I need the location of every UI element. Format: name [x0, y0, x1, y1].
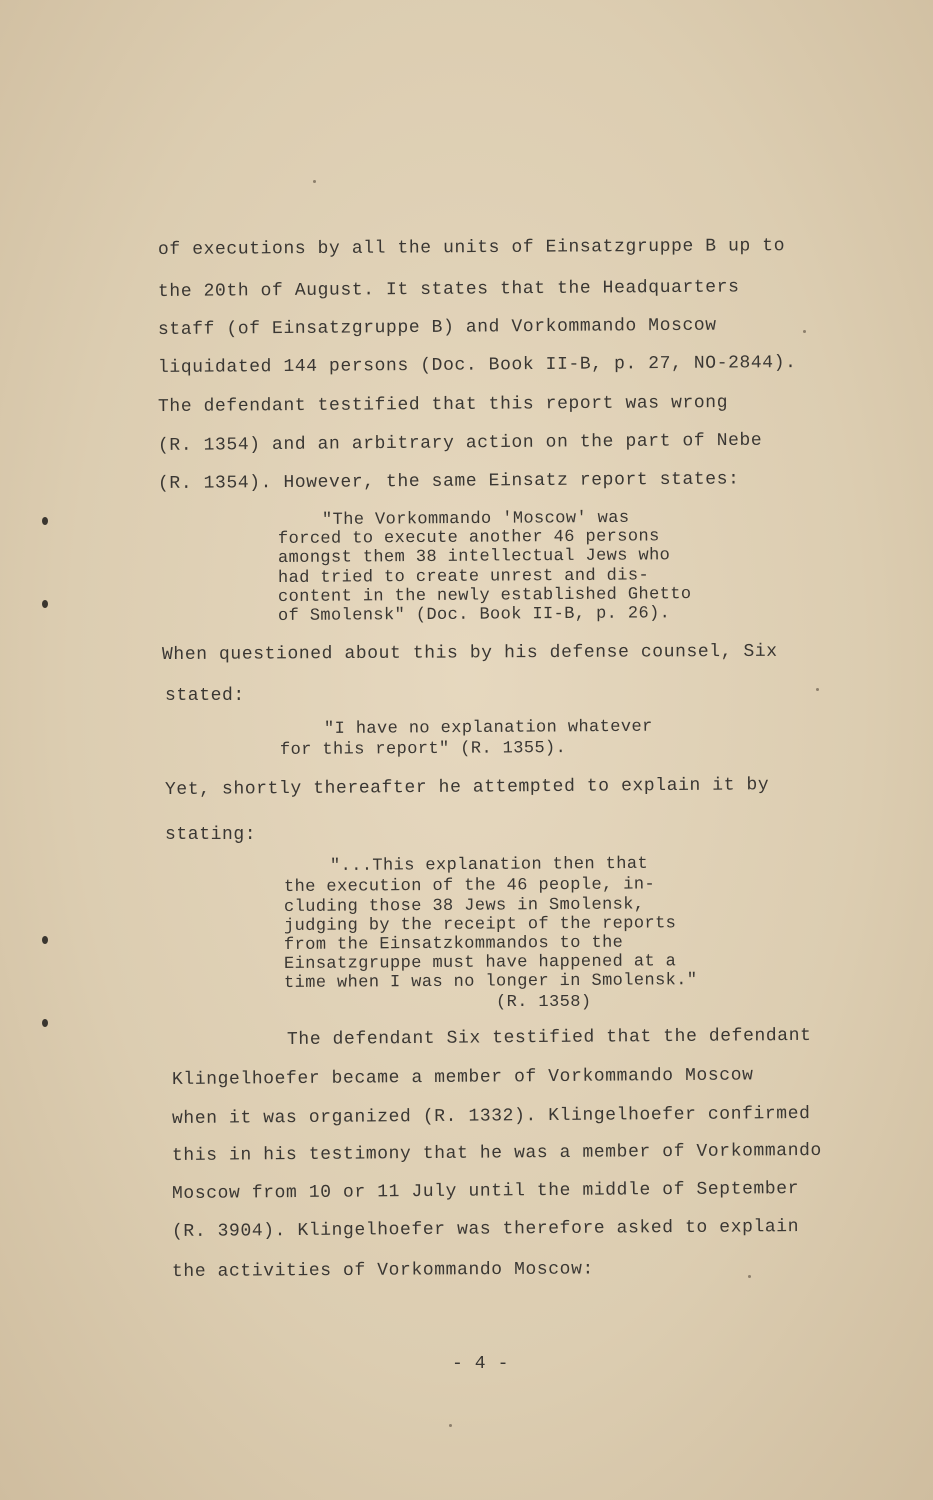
paper-speck: [449, 1424, 452, 1427]
binder-hole-mark: [42, 600, 48, 608]
page-number: - 4 -: [452, 1354, 510, 1374]
binder-hole-mark: [42, 936, 48, 944]
text-line: (R. 3904). Klingelhoefer was therefore asked to explain: [171, 1217, 800, 1242]
text-line: (R. 1354). However, the same Einsatz report states:: [157, 469, 740, 494]
text-line: Yet, shortly thereafter he attempted to explain it by: [164, 775, 770, 800]
text-line: The defendant Six testified that the defendant: [286, 1025, 812, 1050]
quote-line: from the Einsatzkommandos to the: [283, 933, 624, 955]
text-line: stated:: [165, 686, 245, 706]
quote-line: "...This explanation then that: [329, 854, 649, 876]
text-line: when it was organized (R. 1332). Klingelhoefer confirmed: [171, 1103, 811, 1129]
text-line: Klingelhoefer became a member of Vorkommando Moscow: [171, 1065, 754, 1090]
quote-line: the execution of the 46 people, in-: [283, 875, 656, 897]
text-line: liquidated 144 persons (Doc. Book II-B, p. 27, NO-2844).: [157, 352, 797, 378]
paper-speck: [313, 180, 316, 183]
quote-line: amongst them 38 intellectual Jews who: [277, 546, 671, 568]
paper-speck: [748, 1275, 751, 1278]
quote-line: time when I was no longer in Smolensk.": [283, 971, 698, 993]
quote-line: "I have no explanation whatever: [323, 717, 653, 739]
quote-line: content in the newly established Ghetto: [277, 585, 692, 607]
binder-hole-mark: [42, 517, 48, 525]
quote-line: forced to execute another 46 persons: [277, 527, 660, 549]
text-line: Moscow from 10 or 11 July until the middle of September: [171, 1179, 800, 1204]
quote-citation: (R. 1358): [496, 993, 592, 1012]
binder-hole-mark: [42, 1019, 48, 1027]
text-line: staff (of Einsatzgruppe B) and Vorkommando Moscow: [157, 315, 717, 340]
quote-line: judging by the receipt of the reports: [283, 914, 677, 936]
text-line: this in his testimony that he was a member of Vorkommando: [171, 1140, 822, 1166]
quote-line: had tried to create unrest and dis-: [277, 566, 650, 588]
quote-line: "The Vorkommando 'Moscow' was: [321, 508, 630, 530]
quote-line: cluding those 38 Jews in Smolensk,: [283, 895, 645, 917]
quote-line: for this report" (R. 1355).: [279, 739, 567, 760]
text-line: of executions by all the units of Einsatzgruppe B up to: [157, 236, 786, 260]
text-line: (R. 1354) and an arbitrary action on the part of Nebe: [157, 430, 763, 456]
text-line: the activities of Vorkommando Moscow:: [171, 1259, 594, 1282]
paper-speck: [816, 688, 819, 691]
quote-line: of Smolensk" (Doc. Book II-B, p. 26).: [277, 604, 671, 626]
text-line: the 20th of August. It states that the Headquarters: [157, 277, 740, 302]
text-line: The defendant testified that this report was wrong: [157, 393, 729, 417]
quote-line: Einsatzgruppe must have happened at a: [283, 952, 677, 974]
text-line: When questioned about this by his defense counsel, Six: [161, 641, 778, 665]
text-line: stating:: [165, 825, 257, 845]
paper-speck: [803, 330, 806, 333]
